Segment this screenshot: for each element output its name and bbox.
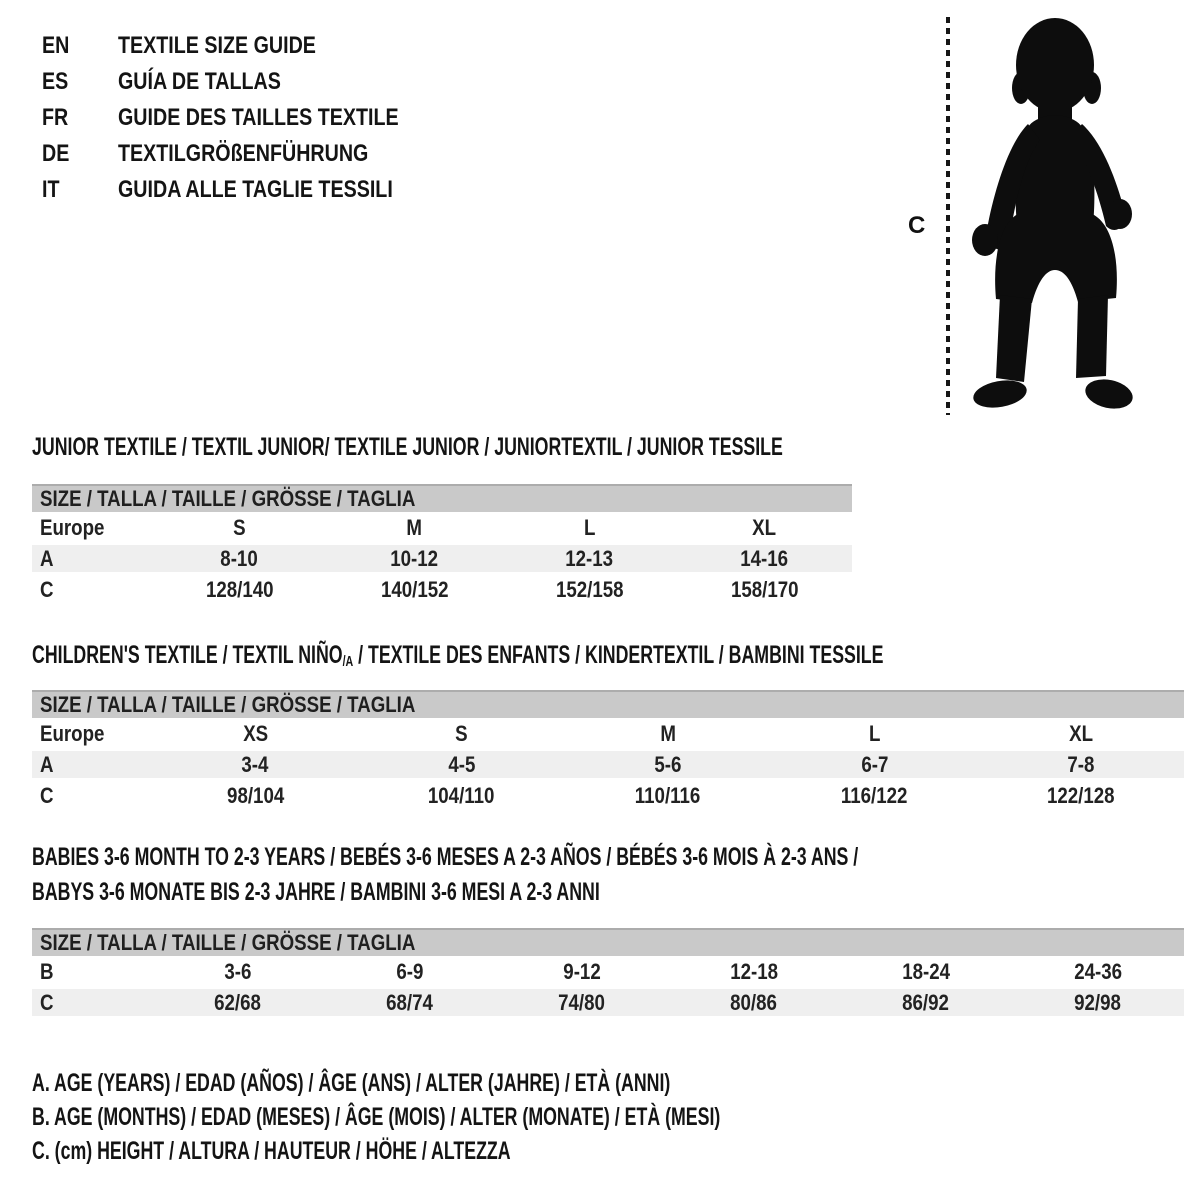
row-label: C — [40, 576, 54, 602]
height-cell: 68/74 — [386, 989, 434, 1015]
row-label: C — [40, 782, 54, 808]
row-label: Europe — [40, 514, 105, 540]
height-cell: 158/170 — [730, 576, 799, 602]
row-label: B — [40, 958, 54, 984]
age-cell: 6-7 — [860, 751, 888, 777]
height-cell: 140/152 — [380, 576, 449, 602]
table-row-age — [32, 749, 1184, 780]
table-row-age — [32, 543, 852, 574]
table-row-europe — [32, 718, 1184, 749]
language-row — [42, 136, 460, 172]
height-measure-label: C — [908, 212, 926, 239]
language-code: DE — [42, 140, 70, 167]
height-cell: 98/104 — [226, 782, 284, 808]
age-cell: 8-10 — [220, 545, 259, 571]
babies-size-table — [32, 928, 1184, 1018]
row-label: Europe — [40, 720, 105, 746]
table-size-header: SIZE / TALLA / TAILLE / GRÖSSE / TAGLIA — [32, 928, 1184, 956]
height-cell: 86/92 — [902, 989, 950, 1015]
height-cell: 80/86 — [730, 989, 778, 1015]
size-cell: M — [406, 514, 423, 540]
height-cell: 62/68 — [214, 989, 262, 1015]
language-row — [42, 64, 460, 100]
months-cell: 18-24 — [902, 958, 950, 984]
baby-silhouette — [958, 14, 1138, 424]
height-cell: 152/158 — [555, 576, 624, 602]
language-list — [42, 28, 460, 208]
language-label: TEXTILGRÖßENFÜHRUNG — [118, 140, 369, 167]
age-cell: 7-8 — [1067, 751, 1095, 777]
table-size-header: SIZE / TALLA / TAILLE / GRÖSSE / TAGLIA — [32, 690, 1184, 718]
language-code: IT — [42, 176, 60, 203]
children-size-table — [32, 690, 1184, 811]
age-cell: 3-4 — [241, 751, 269, 777]
measure-legend — [32, 1066, 1001, 1168]
language-row — [42, 100, 460, 136]
age-cell: 5-6 — [654, 751, 682, 777]
table-size-header: SIZE / TALLA / TAILLE / GRÖSSE / TAGLIA — [32, 484, 852, 512]
height-cell: 74/80 — [558, 989, 606, 1015]
height-cell: 104/110 — [428, 782, 495, 808]
age-cell: 12-13 — [565, 545, 614, 571]
junior-size-table — [32, 484, 852, 605]
table-row-months — [32, 956, 1184, 987]
row-label: A — [40, 545, 54, 571]
section-title-children: CHILDREN'S TEXTILE / TEXTIL NIÑO/A / TEXTILE DES ENFANTS / KINDERTEXTIL / BAMBINI TESSILE — [32, 641, 884, 670]
table-row-height — [32, 780, 1184, 811]
months-cell: 12-18 — [730, 958, 778, 984]
age-cell: 14-16 — [740, 545, 789, 571]
size-cell: XL — [752, 514, 777, 540]
height-measure-line — [946, 17, 950, 415]
height-cell: 116/122 — [841, 782, 908, 808]
legend-line-age-years: A. AGE (YEARS) / EDAD (AÑOS) / ÂGE (ANS) / ALTER (JAHRE) / ETÀ (ANNI) — [32, 1068, 671, 1097]
row-label: A — [40, 751, 54, 777]
height-cell: 92/98 — [1074, 989, 1122, 1015]
table-row-europe — [32, 512, 852, 543]
size-cell: M — [660, 720, 676, 746]
language-label: GUIDE DES TAILLES TEXTILE — [118, 104, 399, 131]
height-cell: 128/140 — [205, 576, 274, 602]
language-row — [42, 28, 460, 64]
size-cell: L — [868, 720, 881, 746]
language-code: FR — [42, 104, 69, 131]
months-cell: 6-9 — [396, 958, 424, 984]
legend-line-age-months: B. AGE (MONTHS) / EDAD (MESES) / ÂGE (MOIS) / ALTER (MONATE) / ETÀ (MESI) — [32, 1102, 721, 1131]
language-code: EN — [42, 32, 70, 59]
months-cell: 24-36 — [1074, 958, 1122, 984]
language-label: GUIDA ALLE TAGLIE TESSILI — [118, 176, 393, 203]
row-label: C — [40, 989, 54, 1015]
age-cell: 10-12 — [390, 545, 439, 571]
size-cell: S — [233, 514, 246, 540]
language-row — [42, 172, 460, 208]
height-cell: 110/116 — [635, 782, 701, 808]
table-row-height — [32, 987, 1184, 1018]
language-code: ES — [42, 68, 69, 95]
age-cell: 4-5 — [448, 751, 476, 777]
size-cell: L — [583, 514, 596, 540]
legend-line-height: C. (cm) HEIGHT / ALTURA / HAUTEUR / HÖHE / ALTEZZA — [32, 1136, 511, 1165]
table-row-height — [32, 574, 852, 605]
height-cell: 122/128 — [1047, 782, 1115, 808]
section-title-junior: JUNIOR TEXTILE / TEXTIL JUNIOR/ TEXTILE JUNIOR / JUNIORTEXTIL / JUNIOR TESSILE — [32, 433, 783, 461]
language-label: GUÍA DE TALLAS — [118, 68, 281, 95]
section-title-babies: BABIES 3-6 MONTH TO 2-3 YEARS / BEBÉS 3-6 MESES A 2-3 AÑOS / BÉBÉS 3-6 MOIS À 2-3 ANS / BABYS 3-6 MONATE BIS 2-3 JAHRE / BAMBINI 3-6 MESI A 2-3 ANNI — [32, 843, 859, 906]
months-cell: 9-12 — [563, 958, 601, 984]
size-cell: XL — [1068, 720, 1093, 746]
size-cell: XS — [242, 720, 268, 746]
language-label: TEXTILE SIZE GUIDE — [118, 32, 316, 59]
size-cell: S — [455, 720, 468, 746]
months-cell: 3-6 — [224, 958, 252, 984]
